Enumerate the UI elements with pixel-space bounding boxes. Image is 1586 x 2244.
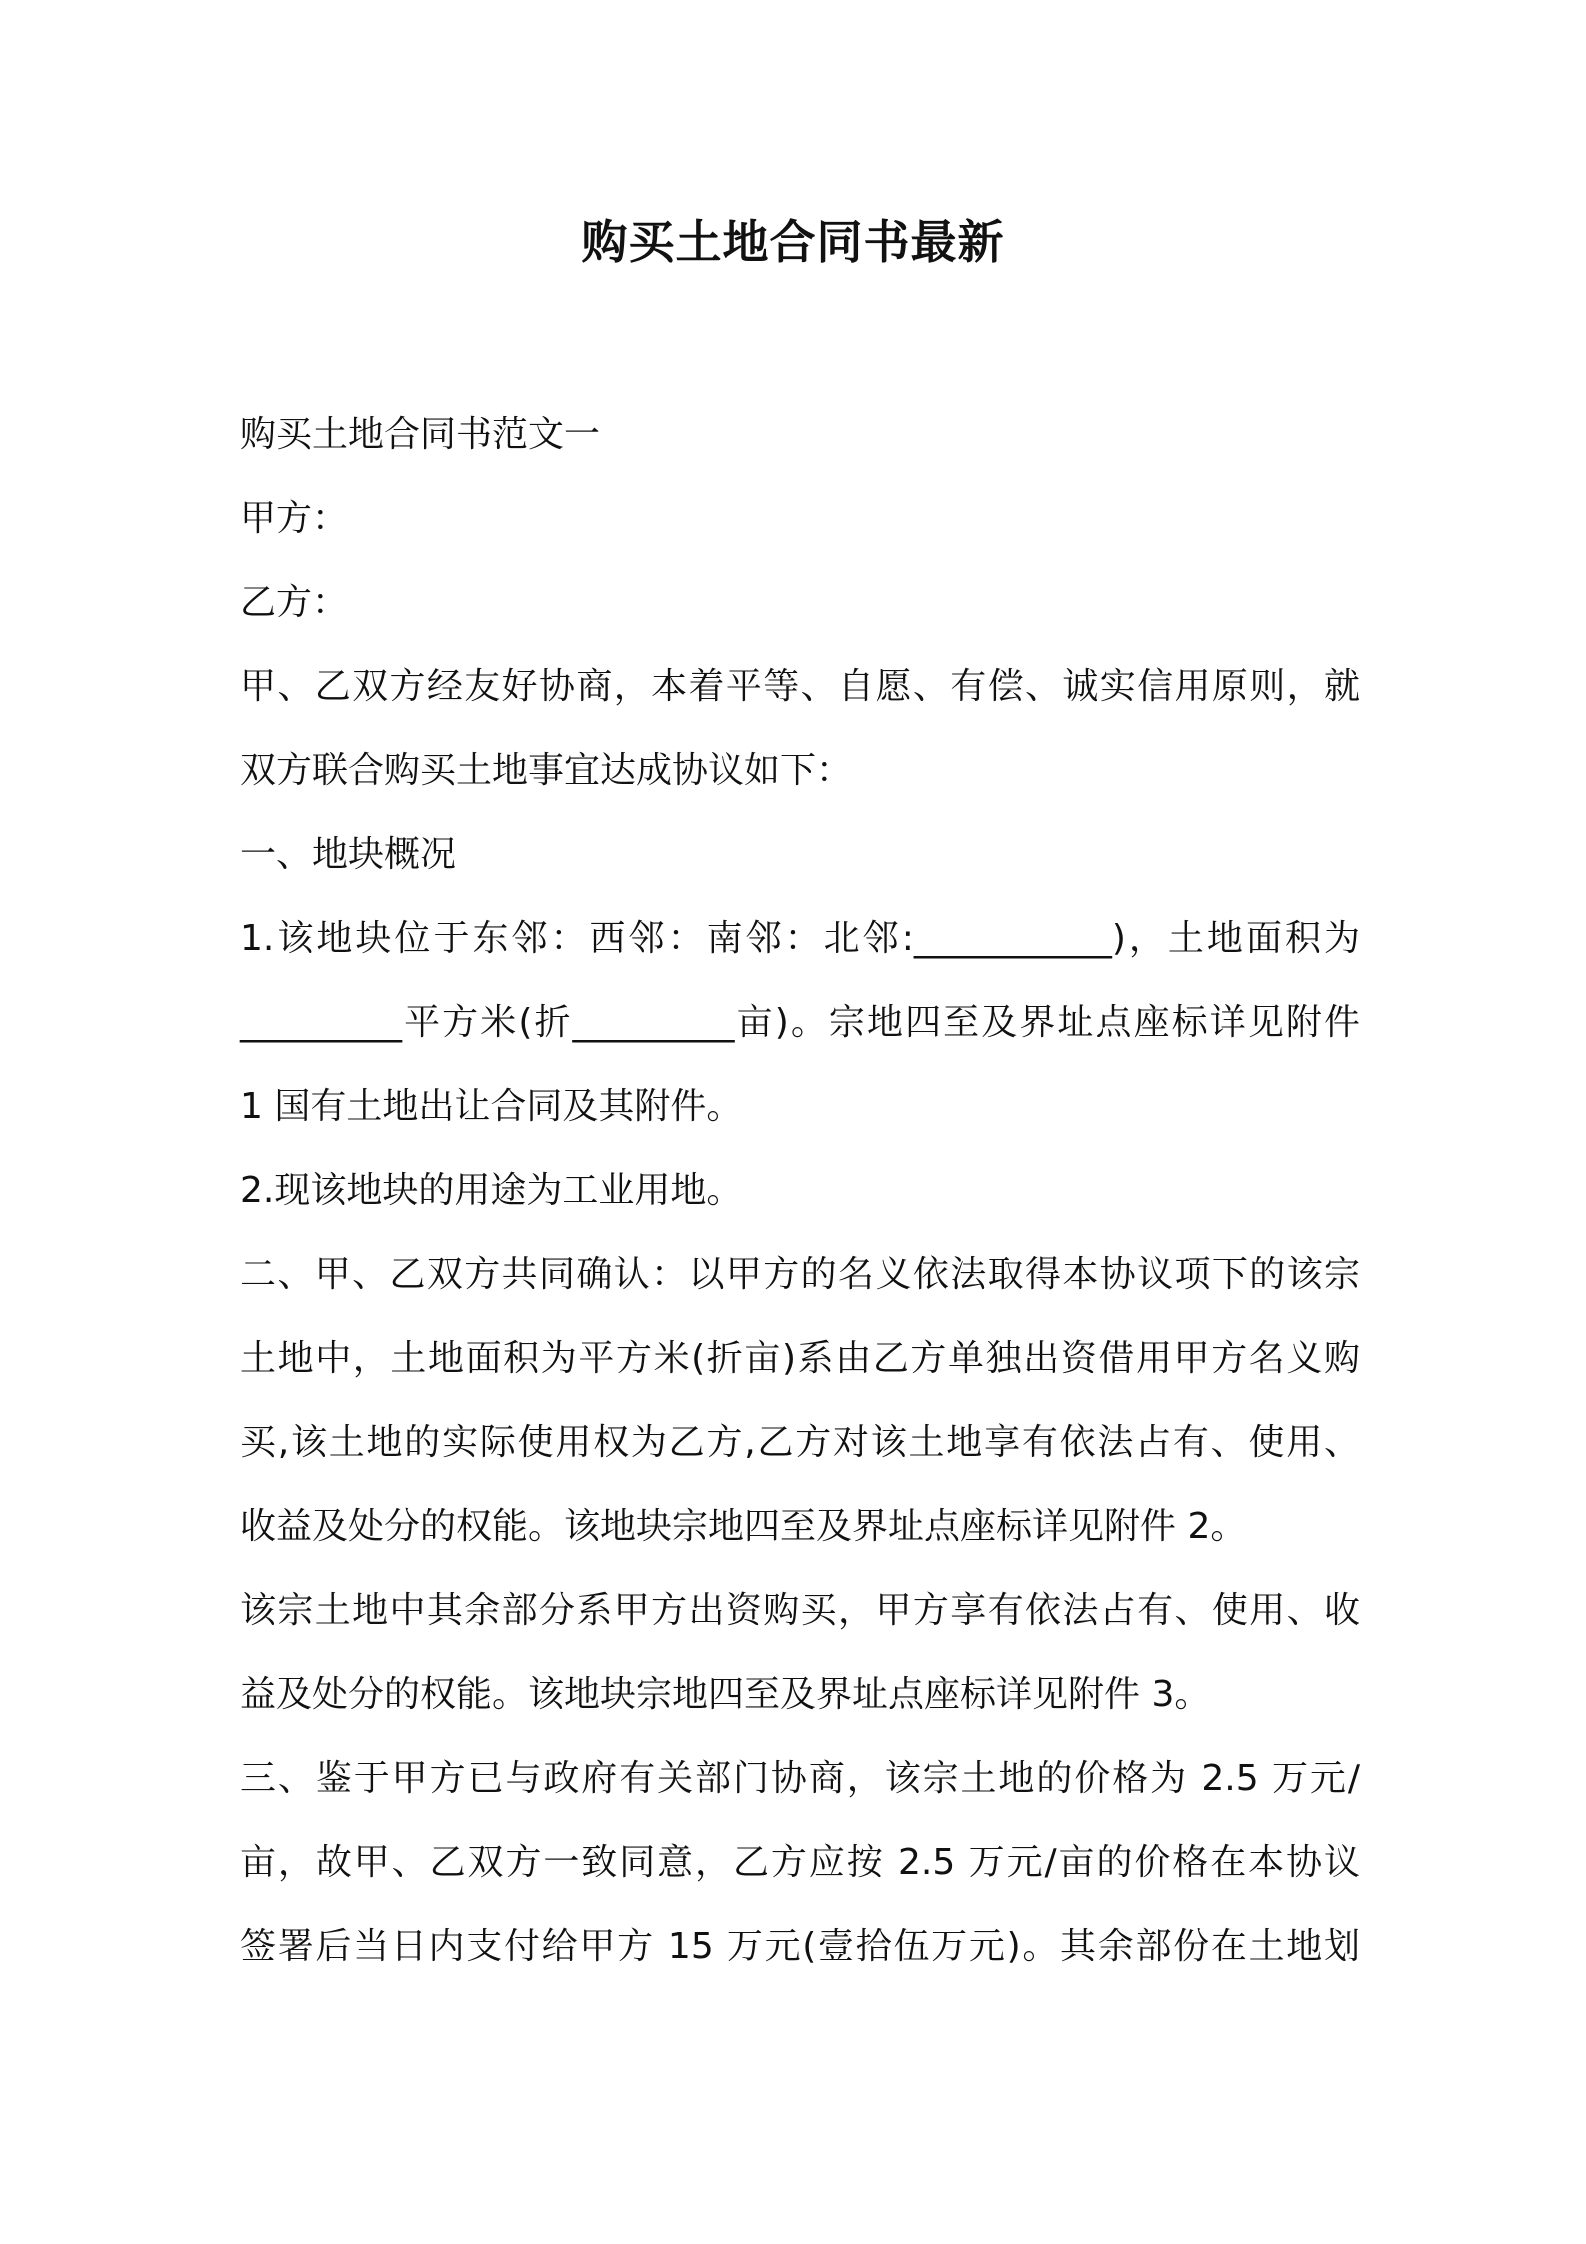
paragraph-line: 双方联合购买土地事宜达成协议如下：: [240, 750, 853, 791]
clause-heading: 一、地块概况: [240, 834, 457, 875]
paragraph-line: 签署后当日内支付给甲方 15 万元(壹拾伍万元)。其余部份在土地划: [240, 1926, 1360, 1967]
section-heading: 购买土地合同书范文一: [240, 414, 601, 455]
party-b-line: 乙方：: [240, 582, 349, 623]
paragraph-line: 1.该地块位于东邻：西邻：南邻：北邻:___________)，土地面积为: [240, 918, 1360, 959]
paragraph-line: 2.现该地块的用途为工业用地。: [240, 1170, 743, 1211]
paragraph-line: 买,该土地的实际使用权为乙方,乙方对该土地享有依法占有、使用、: [240, 1422, 1360, 1463]
paragraph-line: 1 国有土地出让合同及其附件。: [240, 1086, 743, 1127]
paragraph-line: 该宗土地中其余部分系甲方出资购买，甲方享有依法占有、使用、收: [240, 1590, 1360, 1631]
paragraph-line: 甲、乙双方经友好协商，本着平等、自愿、有偿、诚实信用原则，就: [240, 666, 1360, 707]
paragraph-line: 三、鉴于甲方已与政府有关部门协商，该宗土地的价格为 2.5 万元/: [240, 1758, 1360, 1799]
paragraph-line: 收益及处分的权能。该地块宗地四至及界址点座标详见附件 2。: [240, 1506, 1247, 1547]
paragraph-line: 亩，故甲、乙双方一致同意，乙方应按 2.5 万元/亩的价格在本协议: [240, 1842, 1360, 1883]
document-title: 购买土地合同书最新: [581, 215, 1005, 269]
paragraph-line: 益及处分的权能。该地块宗地四至及界址点座标详见附件 3。: [240, 1674, 1211, 1715]
party-a-line: 甲方：: [240, 498, 349, 539]
paragraph-line: 土地中，土地面积为平方米(折亩)系由乙方单独出资借用甲方名义购: [240, 1338, 1360, 1379]
paragraph-line: _________平方米(折_________亩)。宗地四至及界址点座标详见附件: [240, 1002, 1360, 1043]
paragraph-line: 二、甲、乙双方共同确认：以甲方的名义依法取得本协议项下的该宗: [240, 1254, 1360, 1295]
